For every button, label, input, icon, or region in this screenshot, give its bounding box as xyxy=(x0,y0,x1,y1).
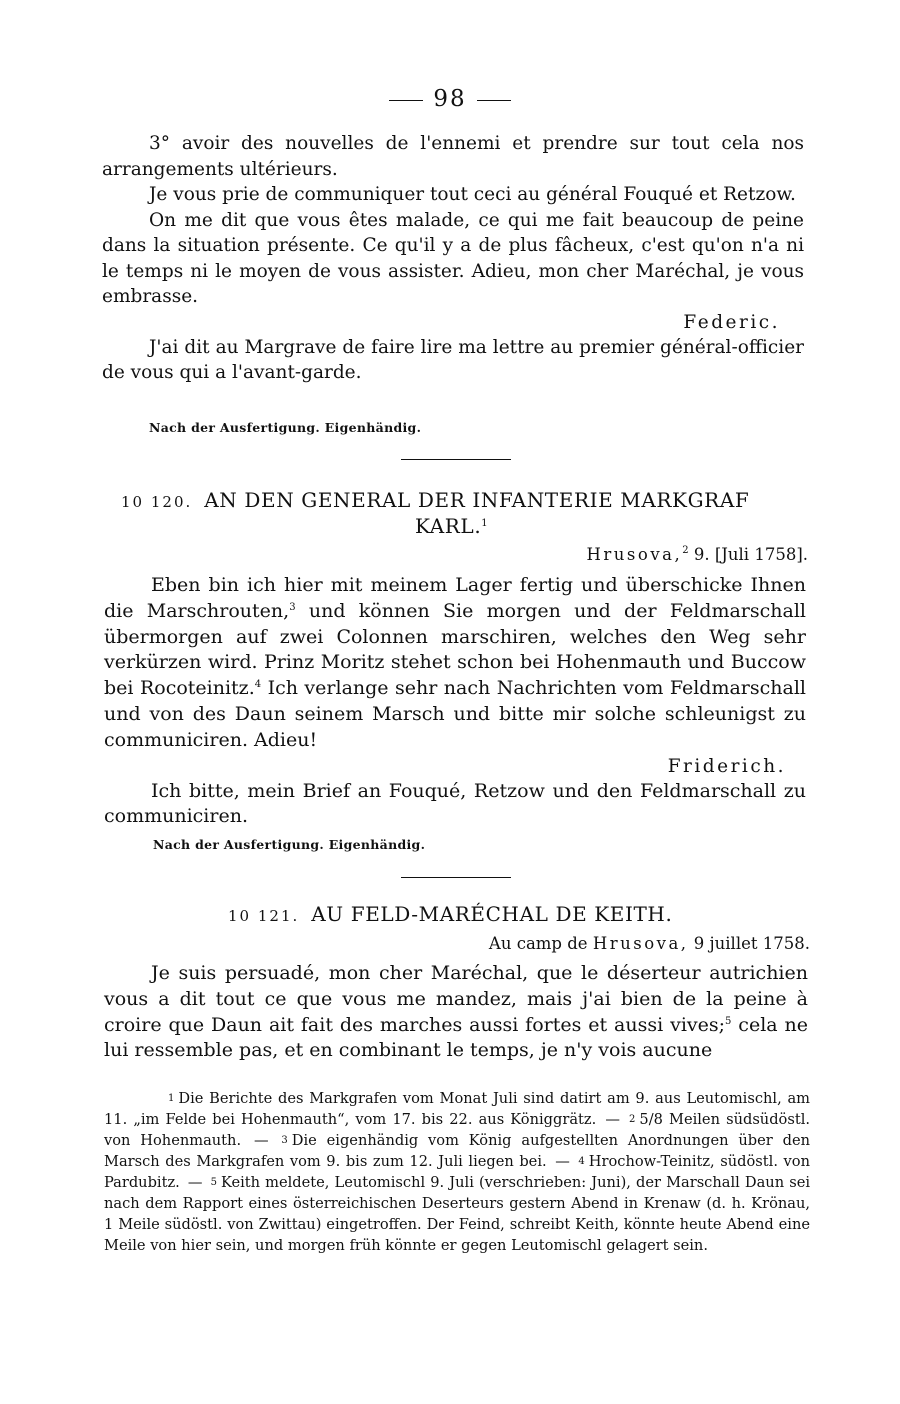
date: 9. [Juli 1758]. xyxy=(693,545,808,564)
footnote-number: 1 xyxy=(168,1093,175,1104)
footnote-ref: 2 xyxy=(682,545,689,556)
letter-title-line2: KARL. xyxy=(415,514,482,538)
footnote-ref: 1 xyxy=(481,518,489,529)
postscript: J'ai dit au Margrave de faire lire ma lettre au premier général-officier de vous qui a l'avant-garde. xyxy=(102,336,804,383)
footnote-number: 2 xyxy=(629,1114,636,1125)
footnotes: 1 Die Berichte des Markgrafen vom Monat Juli sind datirt am 9. aus Leutomischl, am 11. „im Felde bei Hohenmauth“, vom 17. bis 22. aus Königgrätz. — 2 5/8 Meilen südsüdöstl. von Hohenmauth. — 3 Die eigenhändig vom König aufgestellten Anordnungen über den Marsch des Markgrafen vom 9. bis zum 12. Juli liegen bei. — 4 Hrochow-Teinitz, südöstl. von Pardubitz. — 5 Keith meldete, Leutomischl 9. Juli (verschrieben: Juni), der Marschall Daun sei nach dem Rapport eines österreichischen Deserteurs gestern Abend in Krenaw (d. h. Krönau, 1 Meile südöstl. von Zwittau) eingetroffen. Der Feind, schreibt Keith, könnte heute Abend eine Meile von hier sein, und morgen früh könnte er gegen Leutomischl gelagert sein. xyxy=(104,1090,811,1254)
letter-heading-10120-line2 xyxy=(415,514,488,538)
footnote-ref: 3 xyxy=(289,601,296,613)
letter-heading-10121 xyxy=(228,902,672,926)
footnote-number: 5 xyxy=(210,1177,217,1188)
body-paragraph: Je suis persuadé, mon cher Maréchal, que le déserteur autrichien vous a dit tout ce que vous me mandez, mais j'ai bien de la peine à croire que Daun ait fait des marches aussi fortes et aussi vives;$^5$ cela ne lui ressemble pas, et en combinant le temps, je n'y vois aucune xyxy=(104,962,808,1062)
source-note: Nach der Ausfertigung. Eigenhändig. xyxy=(153,837,426,852)
letter-heading-10120 xyxy=(121,488,749,512)
footnote-ref: 4 xyxy=(254,679,262,691)
source-note: Nach der Ausfertigung. Eigenhändig. xyxy=(149,420,422,435)
place: Hrusova, xyxy=(592,934,689,953)
dash-right xyxy=(477,100,511,101)
section-divider xyxy=(401,877,511,878)
paragraph: On me dit que vous êtes malade, ce qui me fait beaucoup de peine dans la situation présente. Ce qu'il y a de plus fâcheux, c'est qu'on n'a ni le temps ni le moyen de vous assister. Adieu, mon cher Maréchal, je vous embrasse. xyxy=(102,209,804,307)
footnote-ref: 5 xyxy=(725,1015,732,1027)
paragraph: 3° avoir des nouvelles de l'ennemi et prendre sur tout cela nos arrangements ultérieurs. xyxy=(102,133,804,180)
page-number: 98 xyxy=(0,86,900,112)
footnote-text: Keith meldete, Leutomischl 9. Juli (verschrieben: Juni), der Marschall Daun sei nach dem Rapport eines österreichischen Deserteurs gestern Abend in Krenaw (d. h. Krönau, 1 Meile südöstl. von Zwittau) eingetroffen. Der Feind, schreibt Keith, könnte heute Abend eine Meile von hier sein, und morgen früh könnte er gegen Leutomischl gelagert sein. xyxy=(104,1174,810,1254)
signature-friderich: Friderich. xyxy=(667,755,786,777)
footnote-text: Die eigenhändig vom König aufgestellten Anordnungen über den Marsch des Markgrafen vom 9. bis zum 12. Juli liegen bei. xyxy=(104,1132,811,1170)
previous-letter-end xyxy=(102,131,804,386)
dash-left xyxy=(389,100,423,101)
footnote-number: 4 xyxy=(578,1156,585,1167)
place-date: Au camp de Hrusova, 9 juillet 1758. xyxy=(488,934,810,953)
footnote-text: Hrochow-Teinitz, südöstl. von Pardubitz. xyxy=(104,1153,810,1191)
date: 9 juillet 1758. xyxy=(693,934,810,953)
letter-number: 10 120. xyxy=(121,493,193,511)
place-date xyxy=(587,545,808,564)
footnote-text: Die Berichte des Markgrafen vom Monat Juli sind datirt am 9. aus Leutomischl, am 11. „im Felde bei Hohenmauth“, vom 17. bis 22. aus Königgrätz. xyxy=(104,1090,810,1128)
letter-10120-body xyxy=(104,573,806,830)
letter-10121-body xyxy=(104,961,808,1064)
letter-number: 10 121. xyxy=(228,907,300,925)
letter-title: AU FELD-MARÉCHAL DE KEITH. xyxy=(311,902,673,926)
body-paragraph: Eben bin ich hier mit meinem Lager fertig und überschicke Ihnen die Marschrouten,$^3$ und können Sie morgen und der Feldmarschall übermorgen auf zwei Colonnen marschiren, welches den Weg sehr verkürzen wird. Prinz Moritz stehet schon bei Hohenmauth und Buccow bei Rocoteinitz.$^4$ Ich verlange sehr nach Nachrichten vom Feldmarschall und von des Daun seinem Marsch und bitte mir solche schleunigst zu communiciren. Adieu! xyxy=(104,574,806,751)
paragraph: Je vous prie de communiquer tout ceci au général Fouqué et Retzow. xyxy=(149,184,796,205)
section-divider xyxy=(401,459,511,460)
footnote-number: 3 xyxy=(281,1135,288,1146)
footnote-text: 5/8 Meilen südsüdöstl. von Hohenmauth. xyxy=(104,1111,810,1149)
postscript: Ich bitte, mein Brief an Fouqué, Retzow und den Feldmarschall zu communiciren. xyxy=(104,779,806,828)
signature-federic: Federic. xyxy=(683,311,780,333)
letter-title-line1: AN DEN GENERAL DER INFANTERIE MARKGRAF xyxy=(204,488,750,512)
place: Hrusova, xyxy=(586,545,683,564)
